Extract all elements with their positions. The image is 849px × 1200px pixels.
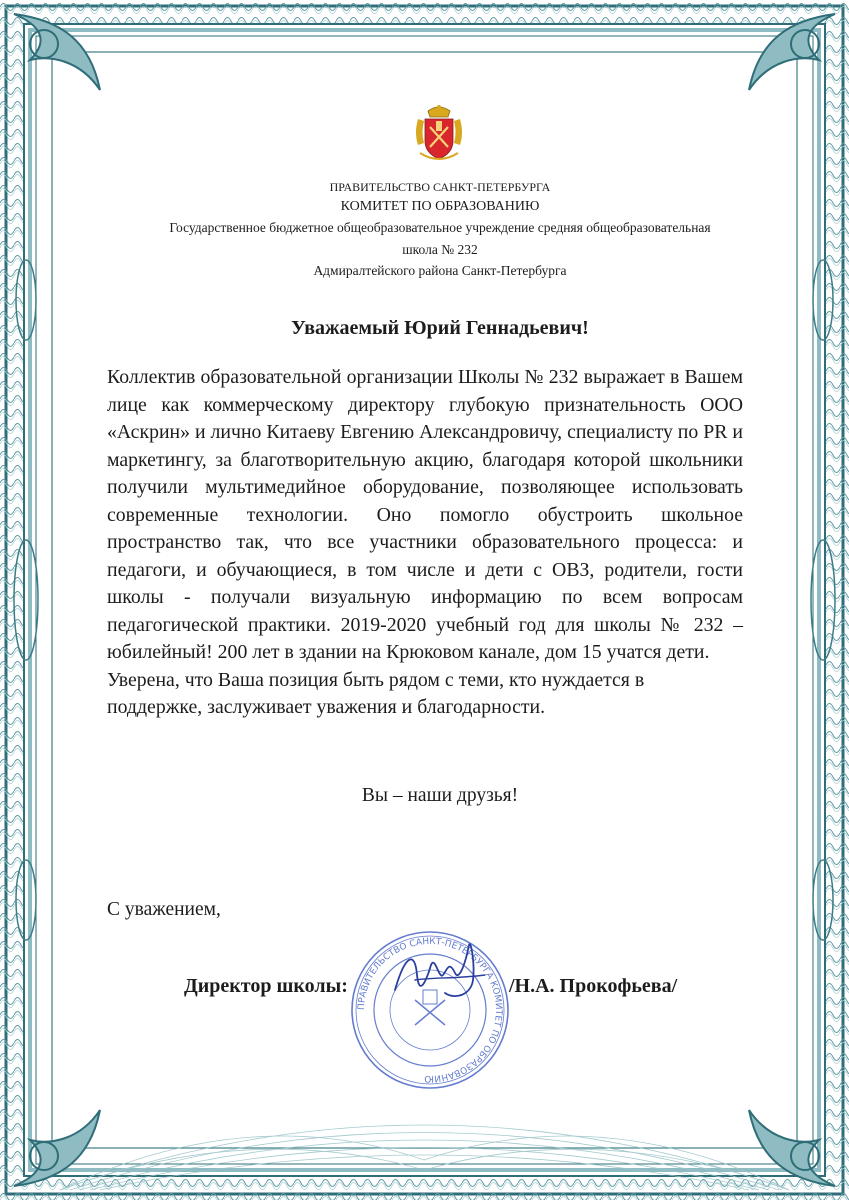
respect-line: С уважением, — [107, 899, 221, 920]
director-position: Директор школы: — [184, 975, 348, 997]
letter-body — [107, 364, 743, 722]
director-name: /Н.А. Прокофьева/ — [509, 975, 678, 997]
district-line: Адмиралтейского района Санкт-Петербурга — [313, 263, 567, 278]
institution-line: Государственное бюджетное общеобразовательное учреждение средняя общеобразовательная — [169, 220, 711, 235]
committee-title: КОМИТЕТ ПО ОБРАЗОВАНИЮ — [340, 199, 540, 214]
body-paragraph: Уверена, что Ваша позиция быть рядом с теми, кто нуждается в поддержке, заслуживает уважения и благодарности. — [107, 668, 645, 718]
handwritten-signature — [385, 935, 495, 1010]
salutation: Уважаемый Юрий Геннадьевич! — [291, 317, 589, 339]
body-paragraph: Коллектив образовательной организации Школы № 232 выражает в Вашем лице как коммерческому директору глубокую признательность ООО «Аскрин» и лично Китаеву Евгению Александровичу, специалисту по PR и маркетингу, за благотворительную акцию, благодаря которой школьники получили мультимедийное оборудование, позволяющее использовать современные технологии. Оно помогло обустроить школьное пространство так, что все участники образовательного процесса: и педагоги, и обучающиеся, в том числе и дети с ОВЗ, родители, гости школы - получали визуальную информацию по всем вопросам педагогической практики. 2019-2020 учебный год для школы № 232 – юбилейный! 200 лет в здании на Крюковом канале, дом 15 учатся дети. — [107, 366, 743, 663]
school-number: школа № 232 — [402, 242, 478, 257]
spb-coat-of-arms-icon — [412, 103, 466, 165]
closing-line: Вы – наши друзья! — [361, 785, 519, 806]
svg-text:ПРАВИТЕЛЬСТВО САНКТ-ПЕТЕРБУРГА: ПРАВИТЕЛЬСТВО САНКТ-ПЕТЕРБУРГА КОМИТЕТ ПО ОБРАЗОВАНИЮ — [356, 936, 504, 1084]
government-title: ПРАВИТЕЛЬСТВО САНКТ-ПЕТЕРБУРГА — [329, 180, 551, 194]
